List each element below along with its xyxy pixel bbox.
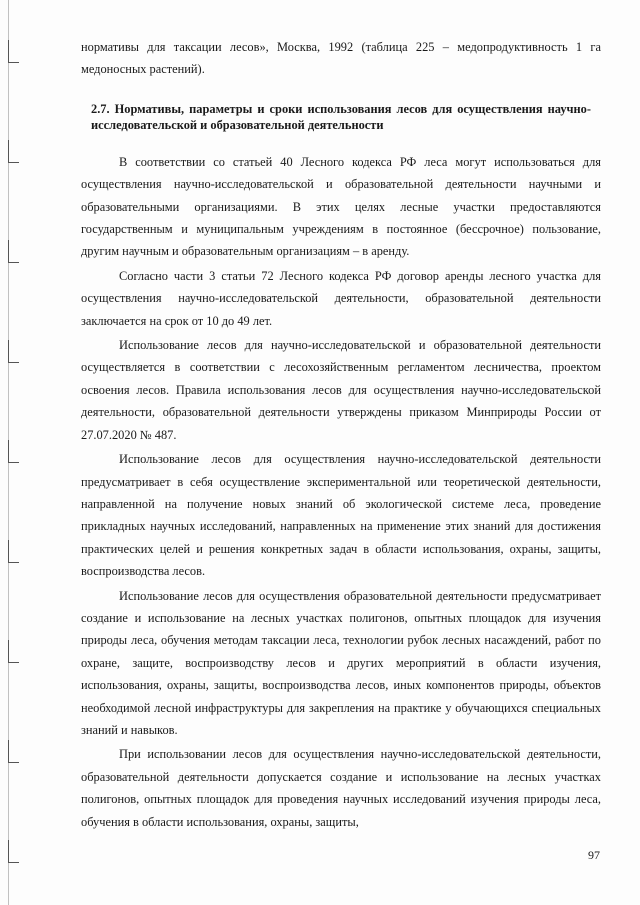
binding-mark bbox=[8, 140, 19, 163]
binding-mark bbox=[8, 840, 19, 863]
binding-mark bbox=[8, 40, 19, 63]
body-paragraph: Согласно части 3 статьи 72 Лесного кодекса РФ договор аренды лесного участка для осуществления научно-исследовательской деятельности, образовательной деятельности заключается на срок от 10 до 49 лет. bbox=[81, 268, 601, 328]
binding-mark bbox=[8, 540, 19, 563]
body-paragraph: При использовании лесов для осуществления научно-исследовательской деятельности, образовательной деятельности допускается создание и использование на лесных участках полигонов, опытных площадок для проведения научных исследований изучения природы леса, обучения в области использования, охраны, защиты, bbox=[81, 747, 601, 829]
binding-mark bbox=[8, 740, 19, 763]
binding-mark bbox=[8, 640, 19, 663]
intro-paragraph: нормативы для таксации лесов», Москва, 1992 (таблица 225 – медопродуктивность 1 га медоносных растений). bbox=[81, 40, 601, 77]
body-paragraph: Использование лесов для осуществления образовательной деятельности предусматривает создание и использование на лесных участках полигонов, опытных площадок для изучения природы леса, обучения методам таксации леса, технологии рубок лесных насаждений, работ по охране, защите, воспроизводству лесов и других мероприятий в области изучения, использования, охраны, защиты, воспроизводства лесов, иных компонентов природы, объектов необходимой лесной инфраструктуры для закрепления на практике у обучающихся специальных знаний и навыков. bbox=[81, 588, 601, 737]
document-body bbox=[81, 36, 601, 833]
binding-mark bbox=[8, 340, 19, 363]
binding-mark bbox=[8, 440, 19, 463]
body-paragraph: В соответствии со статьей 40 Лесного кодекса РФ леса могут использоваться для осуществления научно-исследовательской и образовательной деятельности научными и образовательными организациями. В этих целях лесные участки предоставляются государственным и муниципальным учреждениям в постоянное (бессрочное) пользование, другим научным и образовательным организациям – в аренду. bbox=[81, 154, 601, 259]
body-paragraph: Использование лесов для осуществления научно-исследовательской деятельности предусматривает в себя осуществление экспериментальной или теоретической деятельности, направленной на получение новых знаний об экологической системе леса, проведение прикладных научных исследований, направленных на применение этих знаний для достижения практических целей и решения конкретных задач в области использования, охраны, защиты, воспроизводства лесов. bbox=[81, 452, 601, 579]
section-heading: 2.7. Нормативы, параметры и сроки использования лесов для осуществления научно-исследовательской и образовательной деятельности bbox=[91, 101, 591, 132]
page-number: 97 bbox=[588, 848, 600, 862]
binding-mark bbox=[8, 240, 19, 263]
binding-margin-marks bbox=[0, 0, 22, 905]
body-paragraph: Использование лесов для научно-исследовательской и образовательной деятельности осуществляется в соответствии с лесохозяйственным регламентом лесничества, проектом освоения лесов. Правила использования лесов для осуществления научно-исследовательской деятельности, образовательной деятельности утверждены приказом Минприроды России от 27.07.2020 № 487. bbox=[81, 338, 601, 442]
